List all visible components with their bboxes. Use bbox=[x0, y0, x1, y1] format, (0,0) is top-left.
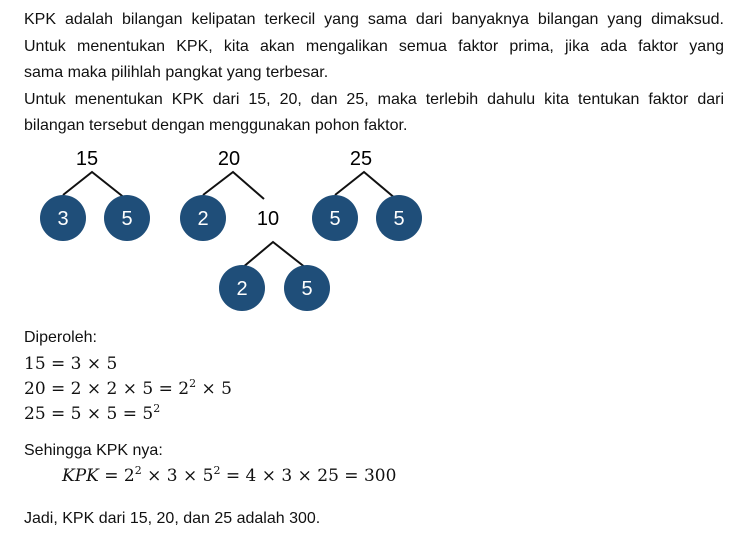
equation-25-main: 25 = 5 × 5 = 5 bbox=[24, 404, 154, 424]
tree-25-right-value: 5 bbox=[393, 208, 405, 230]
intro-paragraph bbox=[24, 7, 724, 140]
kpk-exponent-1: 2 bbox=[134, 464, 142, 477]
tree-10-left-value: 2 bbox=[236, 278, 248, 300]
factor-tree-20 bbox=[180, 148, 330, 311]
equation-25-exponent: 2 bbox=[153, 402, 161, 415]
derivation-equations bbox=[24, 352, 232, 427]
tree-10-branches bbox=[242, 242, 306, 268]
tree-10-right-value: 5 bbox=[301, 278, 313, 300]
intro-line-5: bilangan tersebut dengan menggunakan pohon faktor. bbox=[24, 117, 408, 134]
tree-20-left-value: 2 bbox=[197, 208, 209, 230]
factor-tree-15 bbox=[40, 148, 150, 241]
tree-20-root: 20 bbox=[217, 148, 241, 170]
intro-line-4: Untuk menentukan KPK dari 15, 20, dan 25, maka terlebih dahulu kita tentukan faktor dari bbox=[24, 90, 724, 108]
tree-25-root: 25 bbox=[349, 148, 373, 170]
tree-15-right-value: 5 bbox=[121, 208, 133, 230]
kpk-part-2: × 3 × 5 bbox=[141, 466, 214, 486]
equation-20 bbox=[24, 377, 232, 402]
tree-15-root: 15 bbox=[75, 148, 99, 170]
tree-15-left-value: 3 bbox=[57, 208, 69, 230]
equation-15: 15 = 3 × 5 bbox=[24, 354, 118, 374]
factor-tree-diagram bbox=[0, 140, 747, 320]
intro-line-3: sama maka pilihlah pangkat yang terbesar. bbox=[24, 64, 329, 81]
kpk-equation bbox=[62, 466, 396, 486]
kpk-variable: KPK bbox=[62, 466, 99, 486]
tree-15-branches bbox=[63, 172, 126, 199]
factor-tree-25 bbox=[312, 148, 422, 241]
intro-line-2: Untuk menentukan KPK, kita akan mengalikan semua faktor prima, jika ada faktor yang bbox=[24, 37, 724, 55]
derivation-label: Diperoleh: bbox=[24, 329, 97, 346]
equation-20-exponent: 2 bbox=[189, 377, 197, 390]
kpk-part-1: = 2 bbox=[98, 466, 135, 486]
equation-25 bbox=[24, 402, 232, 427]
equation-20-main: 20 = 2 × 2 × 5 = 2 bbox=[24, 379, 190, 399]
kpk-exponent-2: 2 bbox=[213, 464, 221, 477]
tree-20-right-value: 10 bbox=[256, 208, 280, 230]
conclusion: Jadi, KPK dari 15, 20, dan 25 adalah 300. bbox=[24, 510, 321, 527]
equation-20-tail: × 5 bbox=[196, 379, 232, 399]
kpk-part-3: = 4 × 3 × 25 = 300 bbox=[220, 466, 397, 486]
tree-25-branches bbox=[335, 172, 396, 199]
intro-line-1: KPK adalah bilangan kelipatan terkecil yang sama dari banyaknya bilangan yang dimaksud. bbox=[24, 11, 724, 28]
result-label: Sehingga KPK nya: bbox=[24, 442, 163, 459]
tree-25-left-value: 5 bbox=[329, 208, 341, 230]
tree-20-branches bbox=[203, 172, 264, 199]
